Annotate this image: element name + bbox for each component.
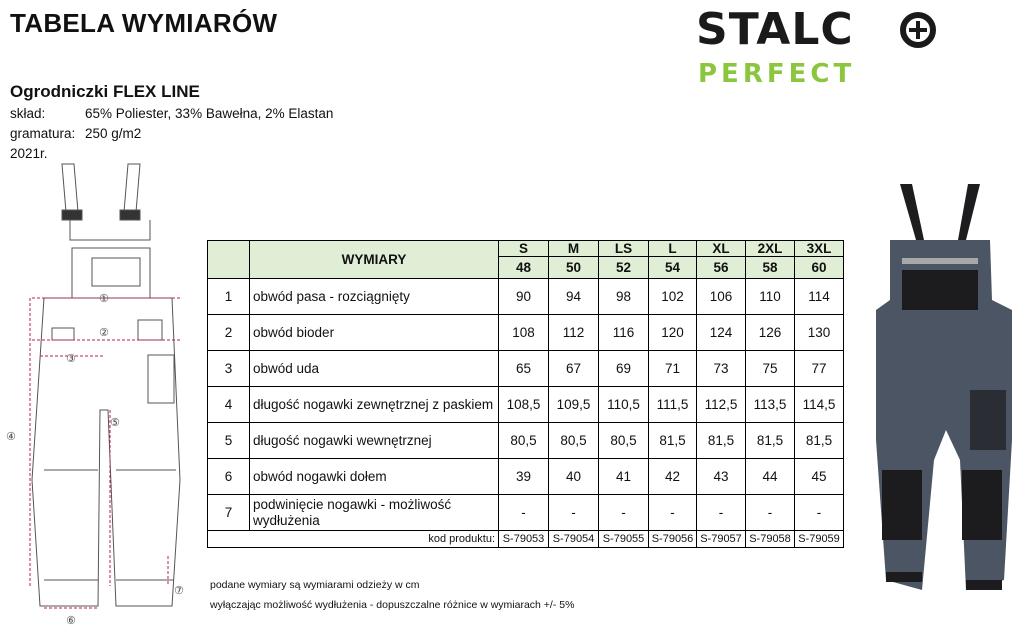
row-value: - — [649, 495, 697, 531]
spec-key: gramatura: — [10, 126, 76, 141]
row-value: 102 — [649, 279, 697, 315]
row-number: 6 — [208, 459, 250, 495]
size-number: 58 — [746, 257, 795, 279]
table-row — [208, 315, 844, 351]
spec-year: 2021r. — [10, 146, 48, 161]
row-value: 110 — [746, 279, 795, 315]
row-value: - — [746, 495, 795, 531]
spec-key: skład: — [10, 106, 46, 121]
row-value: 114,5 — [795, 387, 844, 423]
marker-4: ④ — [6, 430, 16, 443]
row-value: 69 — [599, 351, 649, 387]
table-row — [208, 387, 844, 423]
table-row — [208, 495, 844, 531]
size-number: 50 — [549, 257, 599, 279]
row-value: - — [499, 495, 549, 531]
row-value: 94 — [549, 279, 599, 315]
row-value: 45 — [795, 459, 844, 495]
note-tolerance: wyłączając możliwość wydłużenia - dopuszczalne różnice w wymiarach +/- 5% — [210, 599, 575, 611]
logo-brand: STALC — [696, 4, 854, 55]
product-code: S-79054 — [549, 531, 599, 548]
marker-2: ② — [99, 326, 109, 339]
row-value: 109,5 — [549, 387, 599, 423]
size-number: 52 — [599, 257, 649, 279]
marker-3: ③ — [66, 352, 76, 365]
row-value: 80,5 — [499, 423, 549, 459]
table-row — [208, 279, 844, 315]
row-value: 65 — [499, 351, 549, 387]
size-number: 60 — [795, 257, 844, 279]
row-value: 40 — [549, 459, 599, 495]
row-value: 41 — [599, 459, 649, 495]
row-label: obwód uda — [250, 351, 499, 387]
row-label: obwód nogawki dołem — [250, 459, 499, 495]
row-value: 81,5 — [697, 423, 746, 459]
row-value: 67 — [549, 351, 599, 387]
product-code: S-79053 — [499, 531, 549, 548]
size-number: 48 — [499, 257, 549, 279]
size-table — [207, 240, 844, 548]
row-label: obwód pasa - rozciągnięty — [250, 279, 499, 315]
row-value: 90 — [499, 279, 549, 315]
row-number: 7 — [208, 495, 250, 531]
table-row — [208, 459, 844, 495]
row-number: 3 — [208, 351, 250, 387]
product-code: S-79057 — [697, 531, 746, 548]
row-value: 124 — [697, 315, 746, 351]
row-value: 112 — [549, 315, 599, 351]
size-number: 54 — [649, 257, 697, 279]
row-value: 75 — [746, 351, 795, 387]
row-number: 2 — [208, 315, 250, 351]
spec-weight — [10, 126, 141, 141]
size-header: 3XL — [795, 241, 844, 257]
row-label: obwód bioder — [250, 315, 499, 351]
size-header: M — [549, 241, 599, 257]
row-label: podwinięcie nogawki - możliwość wydłużenia — [250, 495, 499, 531]
row-value: 71 — [649, 351, 697, 387]
size-number: 56 — [697, 257, 746, 279]
product-photo — [862, 180, 1022, 610]
row-value: 116 — [599, 315, 649, 351]
row-value: 114 — [795, 279, 844, 315]
row-value: 39 — [499, 459, 549, 495]
row-value: 111,5 — [649, 387, 697, 423]
table-row — [208, 423, 844, 459]
spec-composition — [10, 106, 333, 121]
row-value: 98 — [599, 279, 649, 315]
row-value: 80,5 — [549, 423, 599, 459]
row-number: 4 — [208, 387, 250, 423]
row-value: 80,5 — [599, 423, 649, 459]
size-header: XL — [697, 241, 746, 257]
row-number: 5 — [208, 423, 250, 459]
row-value: 120 — [649, 315, 697, 351]
row-value: - — [549, 495, 599, 531]
logo-plus-icon — [900, 12, 936, 48]
row-value: 44 — [746, 459, 795, 495]
marker-5: ⑤ — [110, 416, 120, 429]
row-value: 81,5 — [649, 423, 697, 459]
row-value: - — [599, 495, 649, 531]
row-value: 73 — [697, 351, 746, 387]
product-code: S-79055 — [599, 531, 649, 548]
product-code: S-79059 — [795, 531, 844, 548]
row-value: 77 — [795, 351, 844, 387]
product-code: S-79056 — [649, 531, 697, 548]
row-value: 81,5 — [795, 423, 844, 459]
spec-value: 250 g/m2 — [85, 126, 142, 141]
row-value: 42 — [649, 459, 697, 495]
size-header: LS — [599, 241, 649, 257]
marker-6: ⑥ — [66, 614, 76, 627]
note-dimensions: podane wymiary są wymiarami odzieży w cm — [210, 579, 420, 591]
row-value: - — [697, 495, 746, 531]
row-label: długość nogawki wewnętrznej — [250, 423, 499, 459]
row-value: 110,5 — [599, 387, 649, 423]
product-code: S-79058 — [746, 531, 795, 548]
row-value: 130 — [795, 315, 844, 351]
row-value: 112,5 — [697, 387, 746, 423]
garment-diagram — [0, 160, 200, 636]
spec-value: 65% Poliester, 33% Bawełna, 2% Elastan — [85, 106, 334, 121]
size-header: S — [499, 241, 549, 257]
stalco-logo — [696, 4, 946, 94]
row-value: 108,5 — [499, 387, 549, 423]
table-row — [208, 351, 844, 387]
product-name: Ogrodniczki FLEX LINE — [10, 82, 200, 101]
marker-1: ① — [99, 292, 109, 305]
size-header: L — [649, 241, 697, 257]
size-header: 2XL — [746, 241, 795, 257]
product-code-row — [208, 531, 844, 548]
row-value: 108 — [499, 315, 549, 351]
header-wymiary: WYMIARY — [250, 241, 499, 279]
row-label: długość nogawki zewnętrznej z paskiem — [250, 387, 499, 423]
row-number: 1 — [208, 279, 250, 315]
row-value: 106 — [697, 279, 746, 315]
page-title: TABELA WYMIARÓW — [10, 8, 278, 38]
row-value: 113,5 — [746, 387, 795, 423]
row-value: 81,5 — [746, 423, 795, 459]
row-value: - — [795, 495, 844, 531]
marker-7: ⑦ — [174, 584, 184, 597]
row-value: 43 — [697, 459, 746, 495]
code-label: kod produktu: — [208, 531, 499, 548]
row-value: 126 — [746, 315, 795, 351]
logo-sub: PERFECT — [698, 59, 856, 89]
num-header-cell — [208, 241, 250, 279]
